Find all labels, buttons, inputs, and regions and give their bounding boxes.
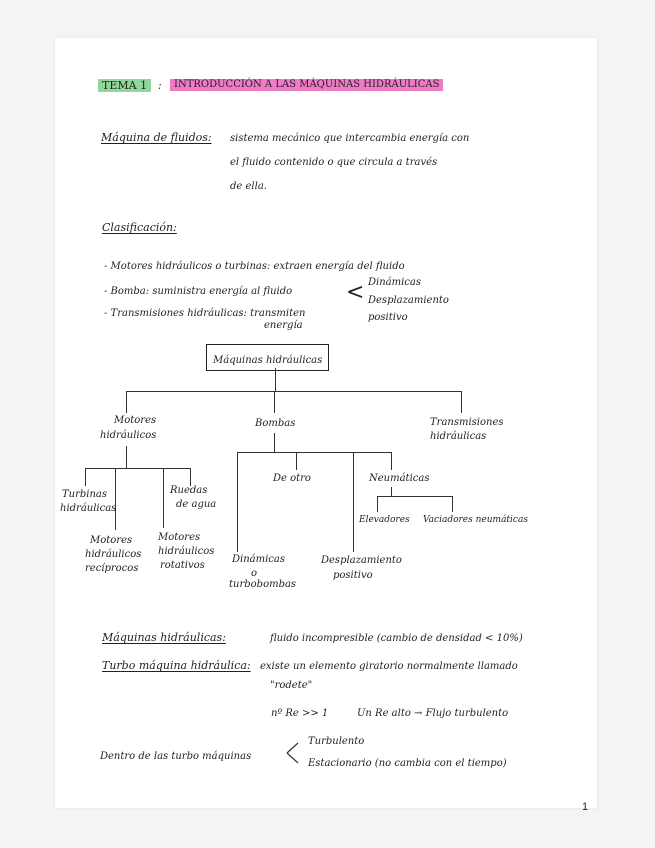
tema-separator: : (158, 79, 162, 92)
note-dentro: Dentro de las turbo máquinas (100, 751, 252, 762)
tree-motores-recip-l3: recíprocos (85, 563, 139, 574)
definition-line-2: el fluido contenido o que circula a través (230, 157, 438, 168)
tree-vaciadores: Vaciadores neumáticas (423, 515, 528, 525)
classification-heading: Clasificación: (102, 221, 177, 234)
tree-motores-recip-l2: hidráulicos (85, 549, 142, 560)
tree-dinamicas-l3: turbobombas (229, 579, 297, 590)
connector (377, 496, 453, 497)
connector (296, 452, 297, 470)
note-reynolds: nº Re >> 1 (271, 708, 329, 719)
branch-arrow-icon (284, 739, 304, 767)
connector (115, 468, 116, 530)
connector (237, 452, 238, 552)
definition-line-1: sistema mecánico que intercambia energía con (230, 133, 470, 144)
note-turbulento: Turbulento (308, 736, 365, 747)
note-estacionario: Estacionario (no cambia con el tiempo) (308, 758, 507, 769)
classification-item-2: - Bomba: suministra energía al fluido (104, 286, 293, 297)
note-reynolds-text: Un Re alto → Flujo turbulento (357, 708, 509, 719)
tree-desplazamiento-l2: positivo (333, 570, 373, 581)
connector (391, 452, 392, 470)
tree-motores-l2: hidráulicos (100, 430, 157, 441)
classification-item-3-cont: energía (264, 320, 303, 331)
connector (274, 391, 275, 413)
bracket-symbol: < (346, 280, 365, 305)
connector (85, 468, 86, 486)
tree-dinamicas-l1: Dinámicas (232, 554, 285, 565)
tree-elevadores: Elevadores (359, 515, 410, 525)
definition-term: Máquina de fluidos: (101, 131, 212, 144)
tree-motores-rot-l1: Motores (158, 532, 201, 543)
tree-root-label: Máquinas hidráulicas (213, 355, 323, 366)
tree-motores-l1: Motores (114, 415, 157, 426)
connector (85, 468, 191, 469)
connector (163, 468, 164, 528)
connector (377, 496, 378, 512)
tree-motores-rot-l2: hidráulicos (158, 546, 215, 557)
tree-transmisiones-l2: hidráulicas (430, 431, 487, 442)
tree-transmisiones-l1: Transmisiones (430, 417, 504, 428)
classification-item-2-sub-1: Dinámicas (368, 277, 421, 288)
page-number: 1 (582, 801, 589, 813)
note-rodete: "rodete" (270, 680, 313, 691)
page-title: INTRODUCCIÓN A LAS MÁQUINAS HIDRÁULICAS (170, 79, 443, 91)
connector (461, 391, 462, 413)
tree-ruedas-l2: de agua (176, 499, 217, 510)
note-mh-term: Máquinas hidráulicas: (102, 631, 226, 644)
connector (275, 368, 276, 391)
classification-item-1: - Motores hidráulicos o turbinas: extraen energía del fluido (104, 261, 405, 272)
tree-root-box (206, 344, 329, 371)
tree-bombas: Bombas (255, 418, 296, 429)
tree-turbinas-l1: Turbinas (62, 489, 108, 500)
note-turbo-text: existe un elemento giratorio normalmente llamado (260, 661, 518, 672)
tree-turbinas-l2: hidráulicas (60, 503, 117, 514)
connector (274, 433, 275, 452)
connector (190, 468, 191, 486)
connector (126, 391, 462, 392)
tema-label: TEMA 1 (98, 79, 151, 92)
tree-motores-rot-l3: rotativos (160, 560, 205, 571)
connector (452, 496, 453, 512)
tree-ruedas-l1: Ruedas (170, 485, 208, 496)
definition-line-3: de ella. (230, 181, 267, 192)
tree-dinamicas-l2: o (251, 568, 258, 579)
tree-desplazamiento-l1: Desplazamiento (321, 555, 402, 566)
tree-motores-recip-l1: Motores (90, 535, 133, 546)
note-mh-text: fluido incompresible (cambio de densidad < 10%) (270, 633, 523, 644)
classification-item-3: - Transmisiones hidráulicas: transmiten (104, 308, 306, 319)
connector (391, 487, 392, 496)
connector (353, 452, 354, 552)
note-turbo-term: Turbo máquina hidráulica: (102, 659, 251, 672)
tree-de-otro: De otro (273, 473, 311, 484)
connector (126, 391, 127, 413)
classification-item-2-sub-2: Desplazamiento (368, 295, 449, 306)
connector (126, 446, 127, 468)
connector (237, 452, 392, 453)
classification-item-2-sub-3: positivo (368, 312, 408, 323)
tree-neumaticas: Neumáticas (369, 473, 430, 484)
